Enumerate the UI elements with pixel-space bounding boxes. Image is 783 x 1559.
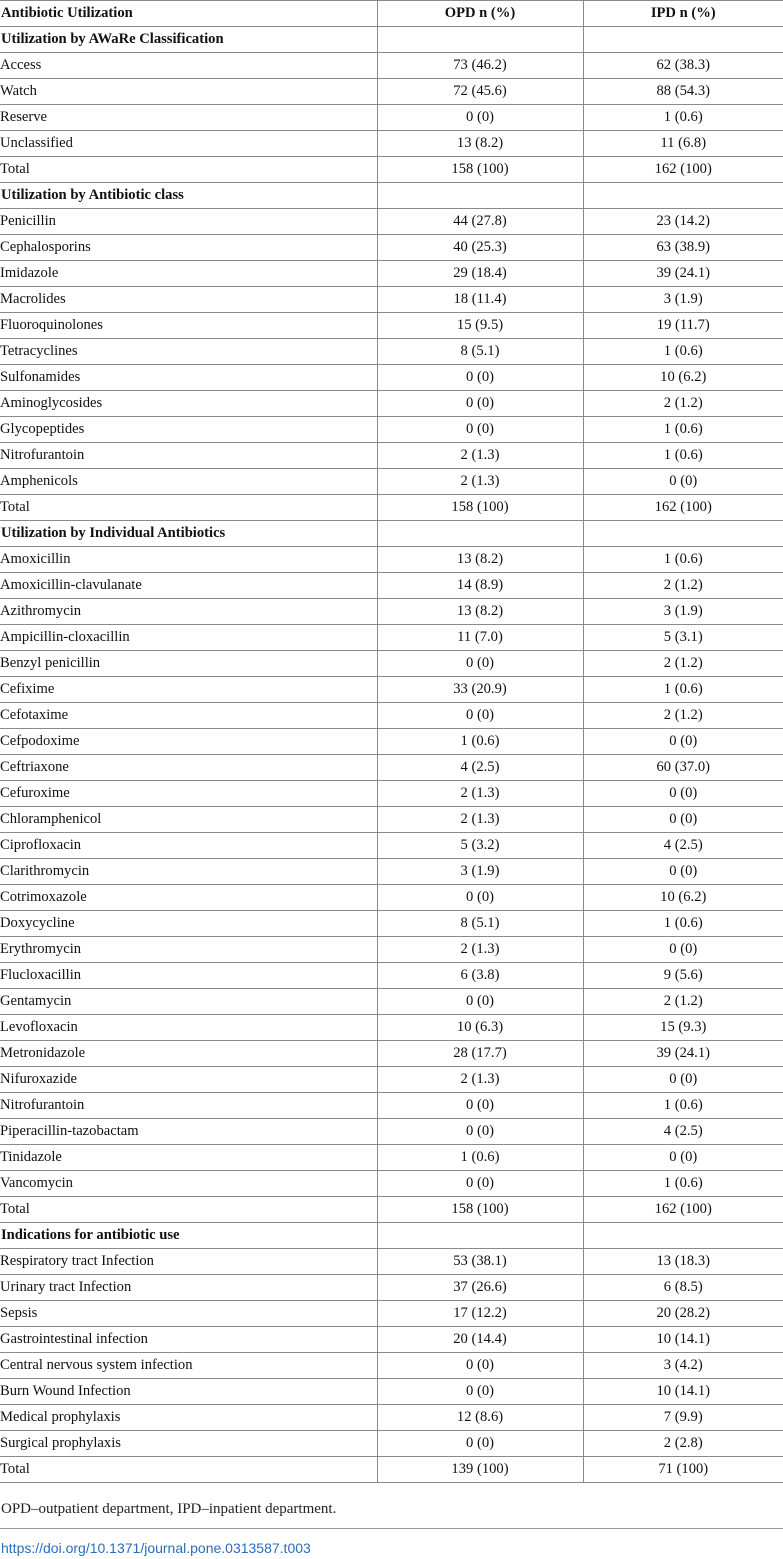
ipd-value: 62 (38.3) [583,53,783,79]
ipd-value: 39 (24.1) [583,261,783,287]
table-row [0,339,783,365]
ipd-value: 0 (0) [583,807,783,833]
total-row [0,1197,783,1223]
row-label: Aminoglycosides [0,391,377,417]
ipd-value: 2 (1.2) [583,989,783,1015]
row-label: Tetracyclines [0,339,377,365]
row-label: Nitrofurantoin [0,443,377,469]
row-label: Cefixime [0,677,377,703]
ipd-value: 162 (100) [583,495,783,521]
row-label: Reserve [0,105,377,131]
row-label: Imidazole [0,261,377,287]
table-row [0,625,783,651]
ipd-value: 0 (0) [583,469,783,495]
opd-value: 10 (6.3) [377,1015,583,1041]
table-row [0,599,783,625]
table-row [0,755,783,781]
section-header-row [0,27,783,53]
opd-value: 53 (38.1) [377,1249,583,1275]
total-row [0,157,783,183]
table-row [0,1275,783,1301]
opd-value: 2 (1.3) [377,807,583,833]
row-label: Azithromycin [0,599,377,625]
row-label: Utilization by Individual Antibiotics [0,521,377,547]
row-label: Erythromycin [0,937,377,963]
row-label: Indications for antibiotic use [0,1223,377,1249]
ipd-value: 1 (0.6) [583,339,783,365]
section-header-row [0,1223,783,1249]
table-row [0,1431,783,1457]
row-label: Cephalosporins [0,235,377,261]
table-row [0,209,783,235]
ipd-value: 10 (6.2) [583,365,783,391]
ipd-value: 63 (38.9) [583,235,783,261]
ipd-value: 3 (1.9) [583,287,783,313]
row-label: Nitrofurantoin [0,1093,377,1119]
row-label: Cotrimoxazole [0,885,377,911]
opd-value [377,27,583,53]
row-label: Unclassified [0,131,377,157]
opd-value: 13 (8.2) [377,547,583,573]
row-label: Tinidazole [0,1145,377,1171]
row-label: Amphenicols [0,469,377,495]
opd-value: 2 (1.3) [377,781,583,807]
ipd-value: 9 (5.6) [583,963,783,989]
ipd-value: 1 (0.6) [583,547,783,573]
opd-value: 40 (25.3) [377,235,583,261]
row-label: Piperacillin-tazobactam [0,1119,377,1145]
table-row [0,1249,783,1275]
row-label: Clarithromycin [0,859,377,885]
table-body [0,27,783,1483]
ipd-value: 1 (0.6) [583,443,783,469]
opd-value: 0 (0) [377,365,583,391]
opd-value [377,1223,583,1249]
opd-value: 13 (8.2) [377,599,583,625]
ipd-value [583,183,783,209]
row-label: Amoxicillin-clavulanate [0,573,377,599]
row-label: Cefpodoxime [0,729,377,755]
table-row [0,53,783,79]
ipd-value: 162 (100) [583,1197,783,1223]
row-label: Total [0,157,377,183]
opd-value: 4 (2.5) [377,755,583,781]
row-label: Vancomycin [0,1171,377,1197]
table-row [0,677,783,703]
opd-value: 158 (100) [377,1197,583,1223]
row-label: Utilization by AWaRe Classification [0,27,377,53]
ipd-value: 88 (54.3) [583,79,783,105]
table-row [0,1405,783,1431]
table-row [0,963,783,989]
table-row [0,469,783,495]
table-row [0,547,783,573]
table-row [0,131,783,157]
opd-value: 0 (0) [377,1353,583,1379]
opd-value: 2 (1.3) [377,469,583,495]
opd-value: 13 (8.2) [377,131,583,157]
ipd-value: 1 (0.6) [583,417,783,443]
opd-value: 2 (1.3) [377,443,583,469]
ipd-value: 0 (0) [583,729,783,755]
ipd-value: 2 (1.2) [583,703,783,729]
opd-value: 18 (11.4) [377,287,583,313]
ipd-value: 0 (0) [583,1145,783,1171]
table-row [0,1119,783,1145]
ipd-value: 23 (14.2) [583,209,783,235]
opd-value: 3 (1.9) [377,859,583,885]
opd-value: 11 (7.0) [377,625,583,651]
ipd-value: 4 (2.5) [583,833,783,859]
ipd-value: 1 (0.6) [583,1171,783,1197]
opd-value: 17 (12.2) [377,1301,583,1327]
row-label: Watch [0,79,377,105]
ipd-value: 10 (6.2) [583,885,783,911]
ipd-value: 10 (14.1) [583,1327,783,1353]
table-row [0,651,783,677]
row-label: Glycopeptides [0,417,377,443]
row-label: Central nervous system infection [0,1353,377,1379]
total-row [0,1457,783,1483]
opd-value: 0 (0) [377,885,583,911]
ipd-value: 1 (0.6) [583,105,783,131]
doi-link[interactable]: https://doi.org/10.1371/journal.pone.0313587.t003 [1,1540,311,1556]
table-row [0,911,783,937]
table-row [0,313,783,339]
opd-value: 2 (1.3) [377,1067,583,1093]
ipd-value: 19 (11.7) [583,313,783,339]
header-ipd: IPD n (%) [583,1,783,27]
row-label: Gentamycin [0,989,377,1015]
table-row [0,989,783,1015]
row-label: Total [0,495,377,521]
row-label: Cefotaxime [0,703,377,729]
ipd-value: 1 (0.6) [583,677,783,703]
ipd-value: 5 (3.1) [583,625,783,651]
table-row [0,703,783,729]
opd-value: 44 (27.8) [377,209,583,235]
row-label: Respiratory tract Infection [0,1249,377,1275]
opd-value: 1 (0.6) [377,1145,583,1171]
row-label: Burn Wound Infection [0,1379,377,1405]
opd-value: 0 (0) [377,1379,583,1405]
row-label: Access [0,53,377,79]
header-opd: OPD n (%) [377,1,583,27]
ipd-value: 3 (4.2) [583,1353,783,1379]
opd-value: 0 (0) [377,105,583,131]
ipd-value: 2 (1.2) [583,573,783,599]
row-label: Chloramphenicol [0,807,377,833]
row-label: Cefuroxime [0,781,377,807]
opd-value [377,183,583,209]
table-row [0,833,783,859]
table-row [0,79,783,105]
row-label: Ampicillin-cloxacillin [0,625,377,651]
ipd-value: 4 (2.5) [583,1119,783,1145]
ipd-value: 0 (0) [583,859,783,885]
row-label: Total [0,1457,377,1483]
ipd-value: 2 (1.2) [583,391,783,417]
table-row [0,365,783,391]
row-label: Benzyl penicillin [0,651,377,677]
row-label: Ceftriaxone [0,755,377,781]
opd-value: 1 (0.6) [377,729,583,755]
ipd-value [583,27,783,53]
ipd-value: 7 (9.9) [583,1405,783,1431]
opd-value: 0 (0) [377,1171,583,1197]
ipd-value: 2 (2.8) [583,1431,783,1457]
table-row [0,1353,783,1379]
header-label: Antibiotic Utilization [0,1,377,27]
ipd-value: 10 (14.1) [583,1379,783,1405]
row-label: Doxycycline [0,911,377,937]
section-header-row [0,521,783,547]
opd-value: 0 (0) [377,417,583,443]
row-label: Flucloxacillin [0,963,377,989]
table-row [0,1145,783,1171]
table-row [0,1171,783,1197]
opd-value: 20 (14.4) [377,1327,583,1353]
opd-value: 0 (0) [377,1431,583,1457]
opd-value [377,521,583,547]
table-header-row [0,1,783,27]
opd-value: 37 (26.6) [377,1275,583,1301]
opd-value: 29 (18.4) [377,261,583,287]
table-row [0,781,783,807]
row-label: Total [0,1197,377,1223]
row-label: Ciprofloxacin [0,833,377,859]
opd-value: 0 (0) [377,391,583,417]
table-footnote: OPD–outpatient department, IPD–inpatient department. [1,1501,337,1517]
table-row [0,859,783,885]
ipd-value: 6 (8.5) [583,1275,783,1301]
row-label: Gastrointestinal infection [0,1327,377,1353]
table-row [0,1041,783,1067]
opd-value: 73 (46.2) [377,53,583,79]
opd-value: 0 (0) [377,989,583,1015]
ipd-value: 13 (18.3) [583,1249,783,1275]
table-row [0,885,783,911]
opd-value: 139 (100) [377,1457,583,1483]
row-label: Amoxicillin [0,547,377,573]
table-row [0,1093,783,1119]
section-header-row [0,183,783,209]
table-row [0,937,783,963]
table-row [0,729,783,755]
row-label: Macrolides [0,287,377,313]
ipd-value: 39 (24.1) [583,1041,783,1067]
table-row [0,443,783,469]
ipd-value: 1 (0.6) [583,911,783,937]
ipd-value: 162 (100) [583,157,783,183]
opd-value: 8 (5.1) [377,911,583,937]
row-label: Surgical prophylaxis [0,1431,377,1457]
ipd-value: 60 (37.0) [583,755,783,781]
opd-value: 12 (8.6) [377,1405,583,1431]
opd-value: 0 (0) [377,651,583,677]
row-label: Sepsis [0,1301,377,1327]
table-row [0,1301,783,1327]
row-label: Sulfonamides [0,365,377,391]
ipd-value: 11 (6.8) [583,131,783,157]
opd-value: 2 (1.3) [377,937,583,963]
ipd-value: 20 (28.2) [583,1301,783,1327]
row-label: Urinary tract Infection [0,1275,377,1301]
table-row [0,1327,783,1353]
row-label: Utilization by Antibiotic class [0,183,377,209]
table-row [0,1379,783,1405]
table-row [0,1067,783,1093]
table-row [0,235,783,261]
ipd-value: 2 (1.2) [583,651,783,677]
ipd-value [583,1223,783,1249]
row-label: Metronidazole [0,1041,377,1067]
row-label: Fluoroquinolones [0,313,377,339]
ipd-value: 0 (0) [583,937,783,963]
opd-value: 14 (8.9) [377,573,583,599]
ipd-value: 1 (0.6) [583,1093,783,1119]
opd-value: 0 (0) [377,703,583,729]
row-label: Penicillin [0,209,377,235]
ipd-value [583,521,783,547]
opd-value: 5 (3.2) [377,833,583,859]
table-row [0,105,783,131]
table-row [0,1015,783,1041]
row-label: Medical prophylaxis [0,1405,377,1431]
table-row [0,261,783,287]
table-row [0,391,783,417]
row-label: Levofloxacin [0,1015,377,1041]
opd-value: 15 (9.5) [377,313,583,339]
ipd-value: 0 (0) [583,1067,783,1093]
opd-value: 0 (0) [377,1093,583,1119]
opd-value: 158 (100) [377,157,583,183]
opd-value: 0 (0) [377,1119,583,1145]
table-row [0,807,783,833]
ipd-value: 15 (9.3) [583,1015,783,1041]
opd-value: 72 (45.6) [377,79,583,105]
opd-value: 8 (5.1) [377,339,583,365]
divider [0,1528,783,1529]
opd-value: 158 (100) [377,495,583,521]
total-row [0,495,783,521]
opd-value: 6 (3.8) [377,963,583,989]
row-label: Nifuroxazide [0,1067,377,1093]
opd-value: 28 (17.7) [377,1041,583,1067]
table-row [0,573,783,599]
opd-value: 33 (20.9) [377,677,583,703]
ipd-value: 0 (0) [583,781,783,807]
table-row [0,417,783,443]
ipd-value: 3 (1.9) [583,599,783,625]
table-row [0,287,783,313]
ipd-value: 71 (100) [583,1457,783,1483]
